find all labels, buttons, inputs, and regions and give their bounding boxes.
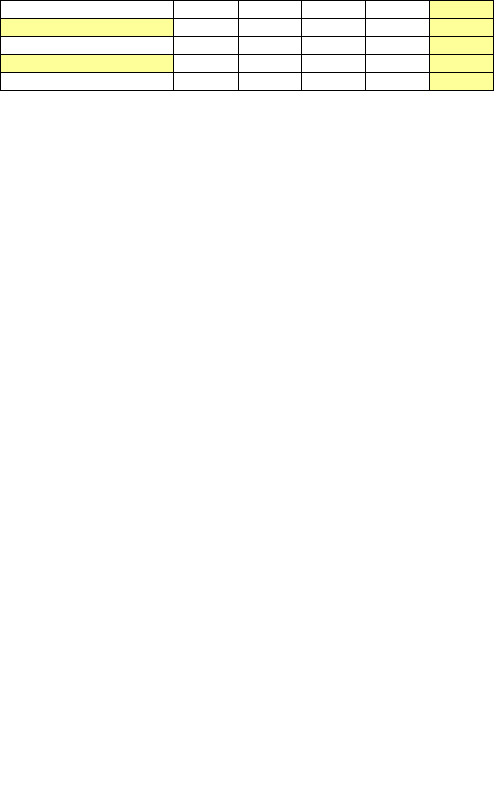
food-name-cell[interactable] [1, 19, 174, 37]
amount-cell[interactable] [174, 19, 239, 37]
protein-cell[interactable] [239, 55, 302, 73]
food-row [1, 55, 494, 73]
carbs-cell[interactable] [302, 73, 366, 91]
amount-cell[interactable] [174, 37, 239, 55]
food-name-cell[interactable] [1, 73, 174, 91]
kcal-cell[interactable] [430, 37, 494, 55]
protein-cell[interactable] [239, 19, 302, 37]
carbs-cell[interactable] [302, 1, 366, 19]
carbs-cell[interactable] [302, 37, 366, 55]
kcal-cell[interactable] [430, 73, 494, 91]
kcal-cell[interactable] [430, 55, 494, 73]
food-row [1, 37, 494, 55]
food-name-cell[interactable] [1, 1, 174, 19]
food-row [1, 1, 494, 19]
protein-cell[interactable] [239, 37, 302, 55]
food-name-cell[interactable] [1, 55, 174, 73]
carbs-cell[interactable] [302, 19, 366, 37]
amount-cell[interactable] [174, 1, 239, 19]
fat-cell[interactable] [366, 1, 430, 19]
kcal-cell[interactable] [430, 1, 494, 19]
spreadsheet-body [1, 1, 494, 91]
protein-cell[interactable] [239, 1, 302, 19]
amount-cell[interactable] [174, 55, 239, 73]
fat-cell[interactable] [366, 19, 430, 37]
fat-cell[interactable] [366, 73, 430, 91]
food-name-cell[interactable] [1, 37, 174, 55]
food-row [1, 19, 494, 37]
empty-row [1, 73, 494, 91]
protein-cell[interactable] [239, 73, 302, 91]
kcal-cell[interactable] [430, 19, 494, 37]
meal-plan-spreadsheet [0, 0, 494, 91]
amount-cell[interactable] [174, 73, 239, 91]
carbs-cell[interactable] [302, 55, 366, 73]
fat-cell[interactable] [366, 37, 430, 55]
fat-cell[interactable] [366, 55, 430, 73]
